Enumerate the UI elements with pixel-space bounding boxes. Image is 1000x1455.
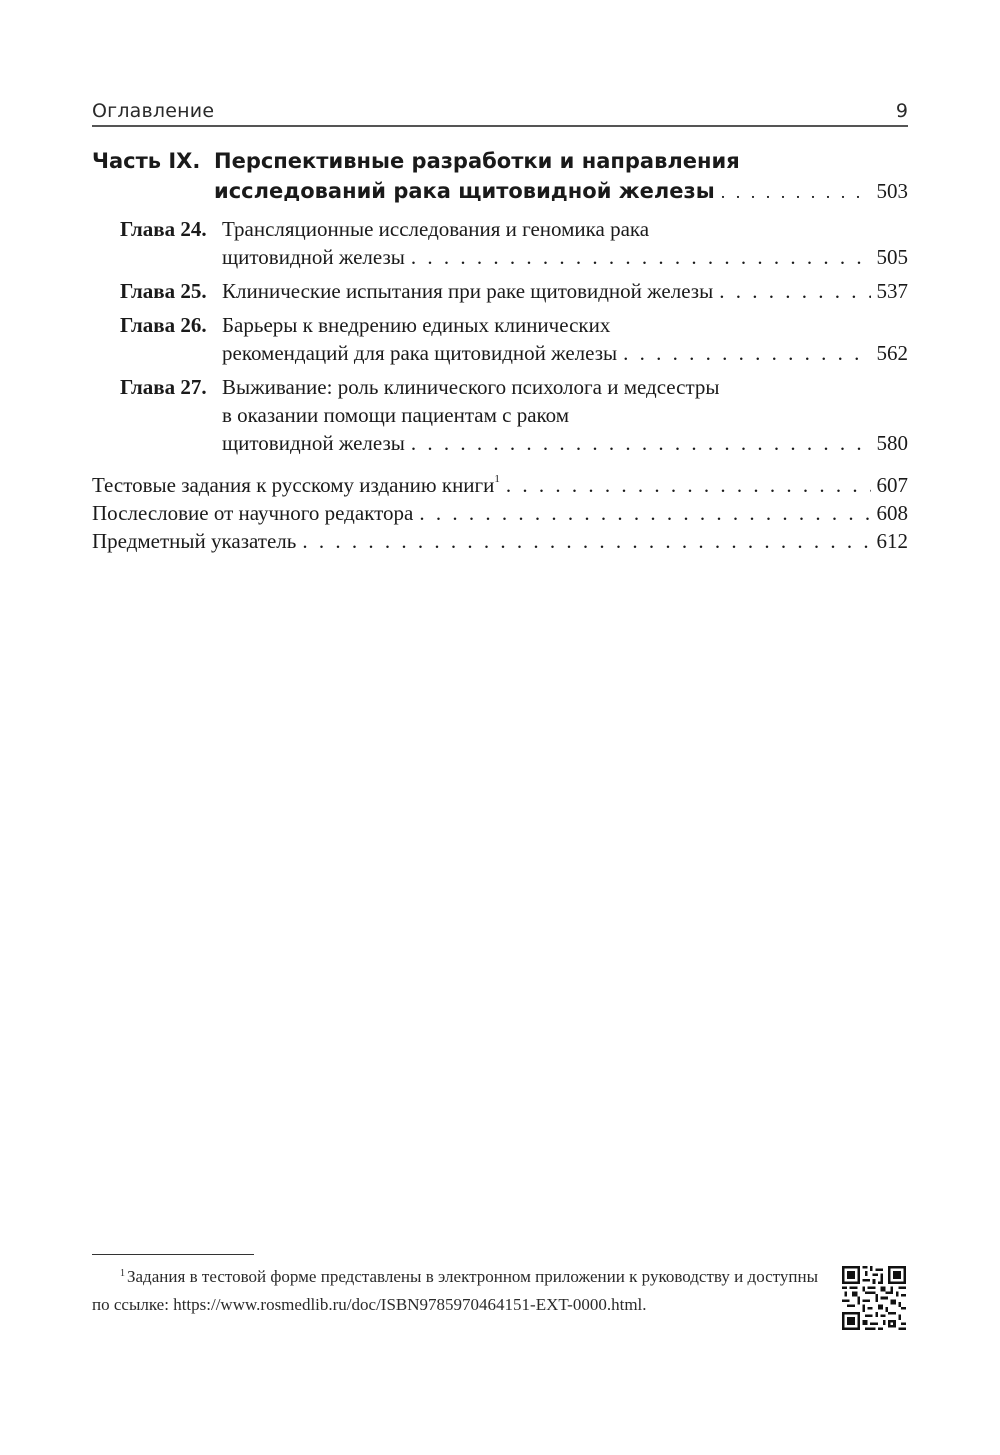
header-rule [92,125,908,127]
part-page: 503 [876,179,908,203]
chapter-label: Глава 24. [120,217,207,241]
chapter-page: 537 [876,279,908,303]
qr-code-icon[interactable] [842,1266,906,1330]
leader-dots [411,243,871,271]
footnote-number: 1 [120,1268,125,1279]
leader-dots [623,339,870,367]
toc-chapter[interactable] [120,215,908,271]
entry-title: Предметный указатель [92,529,297,553]
toc-chapter[interactable] [120,277,908,305]
entry-page: 608 [876,501,908,525]
entry-page: 612 [876,529,908,553]
footnote-mark: 1 [494,473,500,485]
toc-chapter[interactable] [120,373,908,457]
toc-entry-afterword[interactable] [92,499,908,527]
page-number: 9 [895,100,908,122]
part-label: Часть IX. [92,149,201,173]
running-header [92,100,908,126]
chapter-title-line: Выживание: роль клинического психолога и медсестры [222,375,720,399]
footnote-text: Задания в тестовой форме представлены в электронном приложении к руководству и доступны по ссылке: https://www.rosmedlib.ru/doc/ISBN9785970464151-EXT-0000.html. [92,1267,818,1314]
part-title-line1: Перспективные разработки и направления [214,149,740,173]
chapter-title-line: в оказании помощи пациентам с раком [222,403,570,427]
chapter-label: Глава 25. [120,279,207,303]
chapter-title-line: Клинические испытания при раке щитовидной железы [222,279,714,303]
leader-dots [302,527,870,555]
chapter-label: Глава 26. [120,313,207,337]
chapter-page: 505 [876,245,908,269]
footnote [92,1264,818,1317]
back-matter-list [92,471,908,555]
chapter-page: 580 [876,431,908,455]
chapter-title-line: щитовидной железы [222,431,405,455]
leader-dots [411,429,871,457]
toc-chapter[interactable] [120,311,908,367]
table-of-contents [92,146,908,555]
chapter-title-line: Трансляционные исследования и геномика рака [222,217,650,241]
entry-title: Послесловие от научного редактора [92,501,414,525]
chapter-list [120,215,908,457]
leader-dots [719,277,870,305]
toc-entry-tests[interactable] [92,471,908,499]
chapter-title-line: щитовидной железы [222,245,405,269]
leader-dots [506,471,871,499]
chapter-page: 562 [876,341,908,365]
leader-dots [419,499,870,527]
toc-part[interactable] [92,146,908,207]
leader-dots [721,177,871,207]
chapter-title-line: рекомендаций для рака щитовидной железы [222,341,618,365]
footnote-rule [92,1254,254,1255]
part-title-line2: исследований рака щитовидной железы [214,179,715,203]
header-title: Оглавление [92,100,215,122]
entry-page: 607 [876,473,908,497]
entry-title: Тестовые задания к русскому изданию книги [92,473,495,497]
toc-entry-index[interactable] [92,527,908,555]
chapter-label: Глава 27. [120,375,207,399]
chapter-title-line: Барьеры к внедрению единых клинических [222,313,611,337]
